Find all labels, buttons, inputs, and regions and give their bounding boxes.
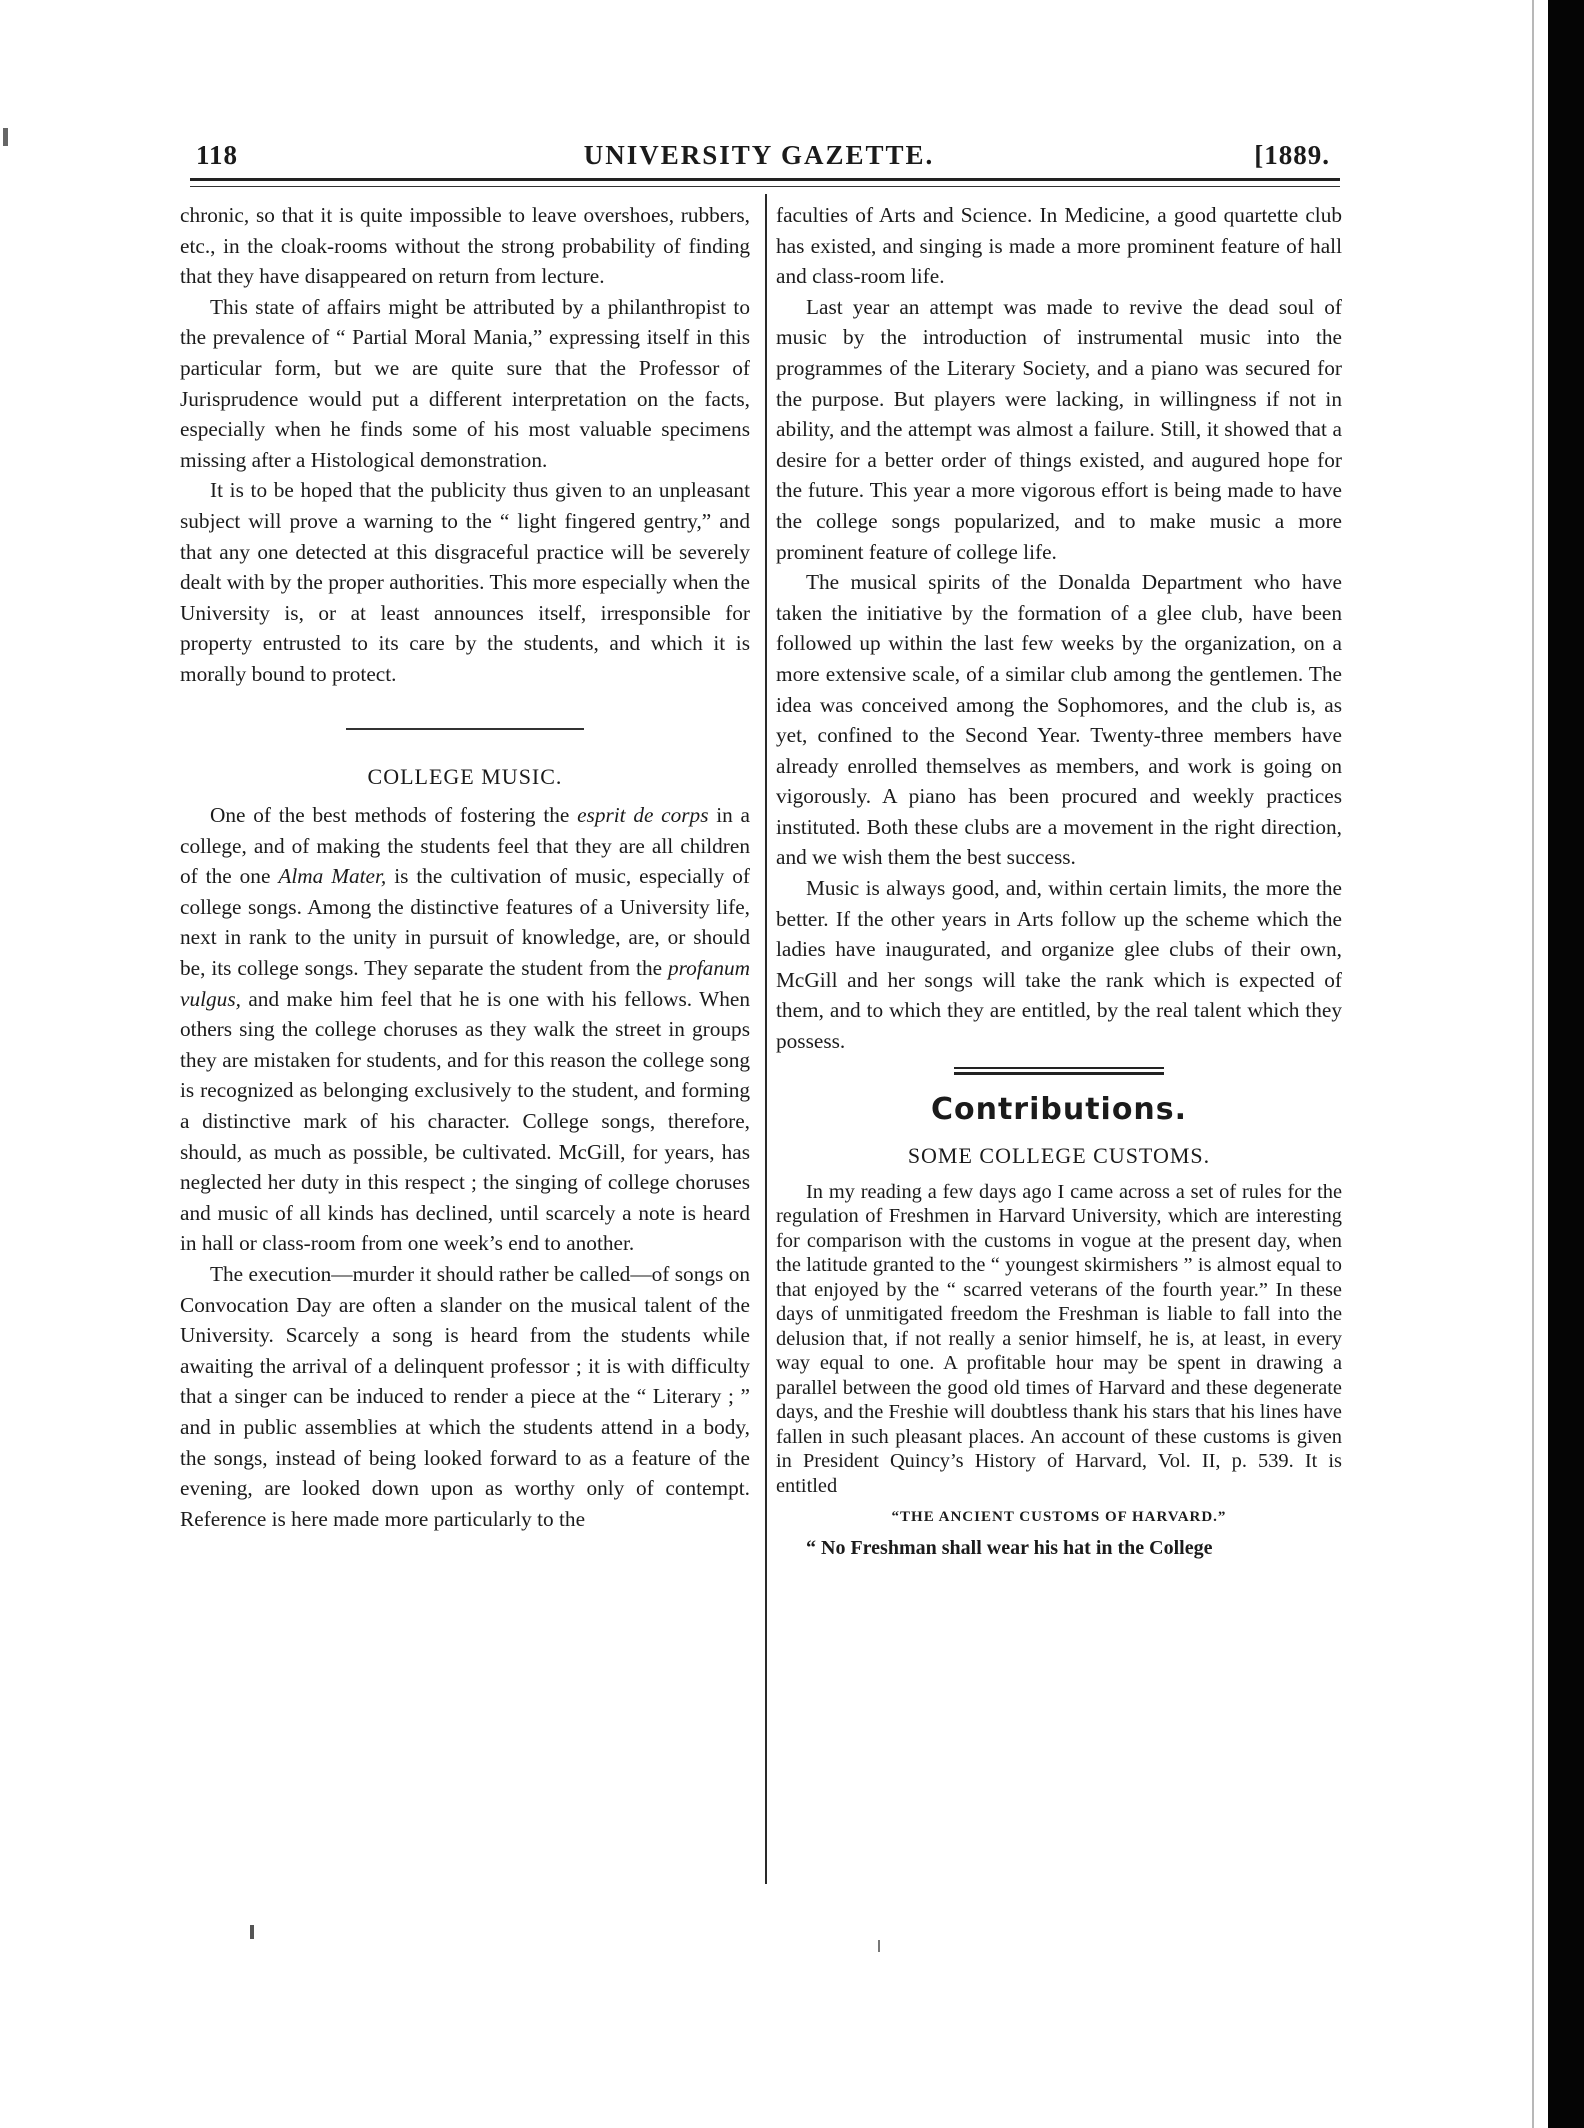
text-run: and make him feel that he is one with his fellows. When others sing the college choruses as they walk the street in groups they are mistaken for students, and for this reason the college song is recognized as belonging exclusively to the student, and forming a distinctive mark of his character. College songs, therefore, should, as much as possible, be cultivated. McGill, for years, has neglected her duty in this respect ; the singing of college choruses and music of all kinds has declined, until scarcely a note is heard in hall or class-room from one week’s end to another. (180, 986, 750, 1256)
section-title-college-customs: SOME COLLEGE CUSTOMS. (907, 1143, 1211, 1169)
text-run: in a college, and of making the students feel that they are all children of the one (180, 803, 750, 889)
header-rule-thick (190, 178, 1340, 181)
scan-mark (3, 128, 8, 146)
page-edge-line (1532, 0, 1534, 2128)
header-rule-thin (190, 186, 1340, 187)
text-run: One of the best methods of fostering the (210, 803, 578, 828)
section-separator (346, 728, 584, 730)
customs-body (776, 1180, 1342, 1499)
paragraph: chronic, so that it is quite impossible to leave overshoes, rubbers, etc., in the cloak-rooms without the strong probability of finding that they have disappeared on return from lecture. (180, 203, 750, 289)
paragraph: In my reading a few days ago I came across a set of rules for the regulation of Freshmen in Harvard University, which are interesting for comparison with the customs in vogue at the present day, when the latitude granted to the “ youngest skirmishers ” is almost equal to that enjoyed by the “ scarred veterans of the fourth year.” In these days of unmitigated freedom the Freshman is liable to fall into the delusion that, if not really a senior himself, he is, at least, in every way equal to one. A profitable hour may be spent in drawing a parallel between the good old times of Harvard and these degenerate days, and the Freshie will doubtless thank his stars that his lines have fallen in such pleasant places. An account of these customs is given in President Quincy’s History of Harvard, Vol. II, p. 539. It is entitled (776, 1180, 1342, 1497)
italic-phrase: Alma Mater, (278, 864, 387, 889)
italic-phrase: esprit de corps (577, 803, 709, 828)
issue-year: [1889. (1254, 140, 1330, 170)
scan-mark (250, 1925, 254, 1939)
scan-mark (878, 1940, 880, 1952)
publication-title: UNIVERSITY GAZETTE. (583, 140, 935, 170)
right-column (776, 200, 1342, 1562)
customs-subheading: “THE ANCIENT CUSTOMS OF HARVARD.” (891, 1509, 1227, 1526)
paragraph: faculties of Arts and Science. In Medicine, a good quartette club has existed, and singing is made a more prominent feature of hall and class-room life. (776, 203, 1342, 289)
contributions-heading: Contributions. (930, 1091, 1188, 1127)
section-title-college-music: COLLEGE MUSIC. (367, 763, 563, 789)
left-column (180, 200, 750, 1534)
scan-border (1548, 0, 1584, 2128)
italic-phrase: profanum vulgus, (180, 956, 750, 1011)
paragraph: Last year an attempt was made to revive the dead soul of music by the introduction of instrumental music into the programmes of the Literary Society, and a piano was secured for the purpose. But players were lacking, in willingness if not in ability, and the attempt was almost a failure. Still, it showed that a desire for a better order of things existed, and augured hope for the future. This year a more vigorous effort is being made to have the college songs popularized, and to make music a more prominent feature of college life. (776, 294, 1342, 564)
page-number: 118 (196, 140, 239, 170)
double-separator (954, 1067, 1164, 1075)
paragraph: The execution—murder it should rather be called—of songs on Convocation Day are often a slander on the musical talent of the University. Scarcely a song is heard from the students while awaiting the arrival of a delinquent professor ; it is with difficulty that a singer can be induced to render a piece at the “ Literary ; ” and in public assemblies at which the students attend in a body, the songs, instead of being looked forward to as a feature of the evening, are looked down upon as worthy only of contempt. Reference is here made more particularly to the (180, 1262, 750, 1531)
paragraph: This state of affairs might be attributed by a philanthropist to the prevalence of “ Partial Moral Mania,” expressing itself in this particular form, but we are quite sure that the Professor of Jurisprudence would put a different interpretation on the facts, especially when he finds some of his most valuable specimens missing after a Histological demonstration. (180, 294, 750, 472)
quote-line: “ No Freshman shall wear his hat in the College (806, 1537, 1213, 1560)
column-divider (765, 194, 767, 1884)
text-run: is the cultivation of music, especially of college songs. Among the distinctive features of a University life, next in rank to the unity in pursuit of knowledge, are, or should be, its college songs. They separate the student from the (180, 864, 750, 981)
paragraph: The musical spirits of the Donalda Department who have taken the initiative by the formation of a glee club, have been followed up within the last few weeks by the organization, on a more extensive scale, of a similar club among the gentlemen. The idea was conceived among the Sophomores, and the club is, as yet, confined to the Second Year. Twenty-three members have already enrolled themselves as members, and work is going on vigorously. A piano has been procured and weekly practices instituted. Both these clubs are a movement in the right direction, and we wish them the best success. (776, 570, 1342, 870)
paragraph: It is to be hoped that the publicity thus given to an unpleasant subject will prove a warning to the “ light fingered gentry,” and that any one detected at this disgraceful practice will be severely dealt with by the proper authorities. This more especially when the University is, or at least announces itself, irresponsible for property entrusted to its care by the students, and which it is morally bound to protect. (180, 478, 750, 686)
paragraph: Music is always good, and, within certain limits, the more the better. If the other years in Arts follow up the scheme which the ladies have inaugurated, and organize glee clubs of their own, McGill and her songs will take the rank which is expected of them, and to which they are entitled, by the real talent which they possess. (776, 876, 1342, 1054)
page-header (178, 140, 1340, 174)
paragraph (180, 800, 750, 1259)
